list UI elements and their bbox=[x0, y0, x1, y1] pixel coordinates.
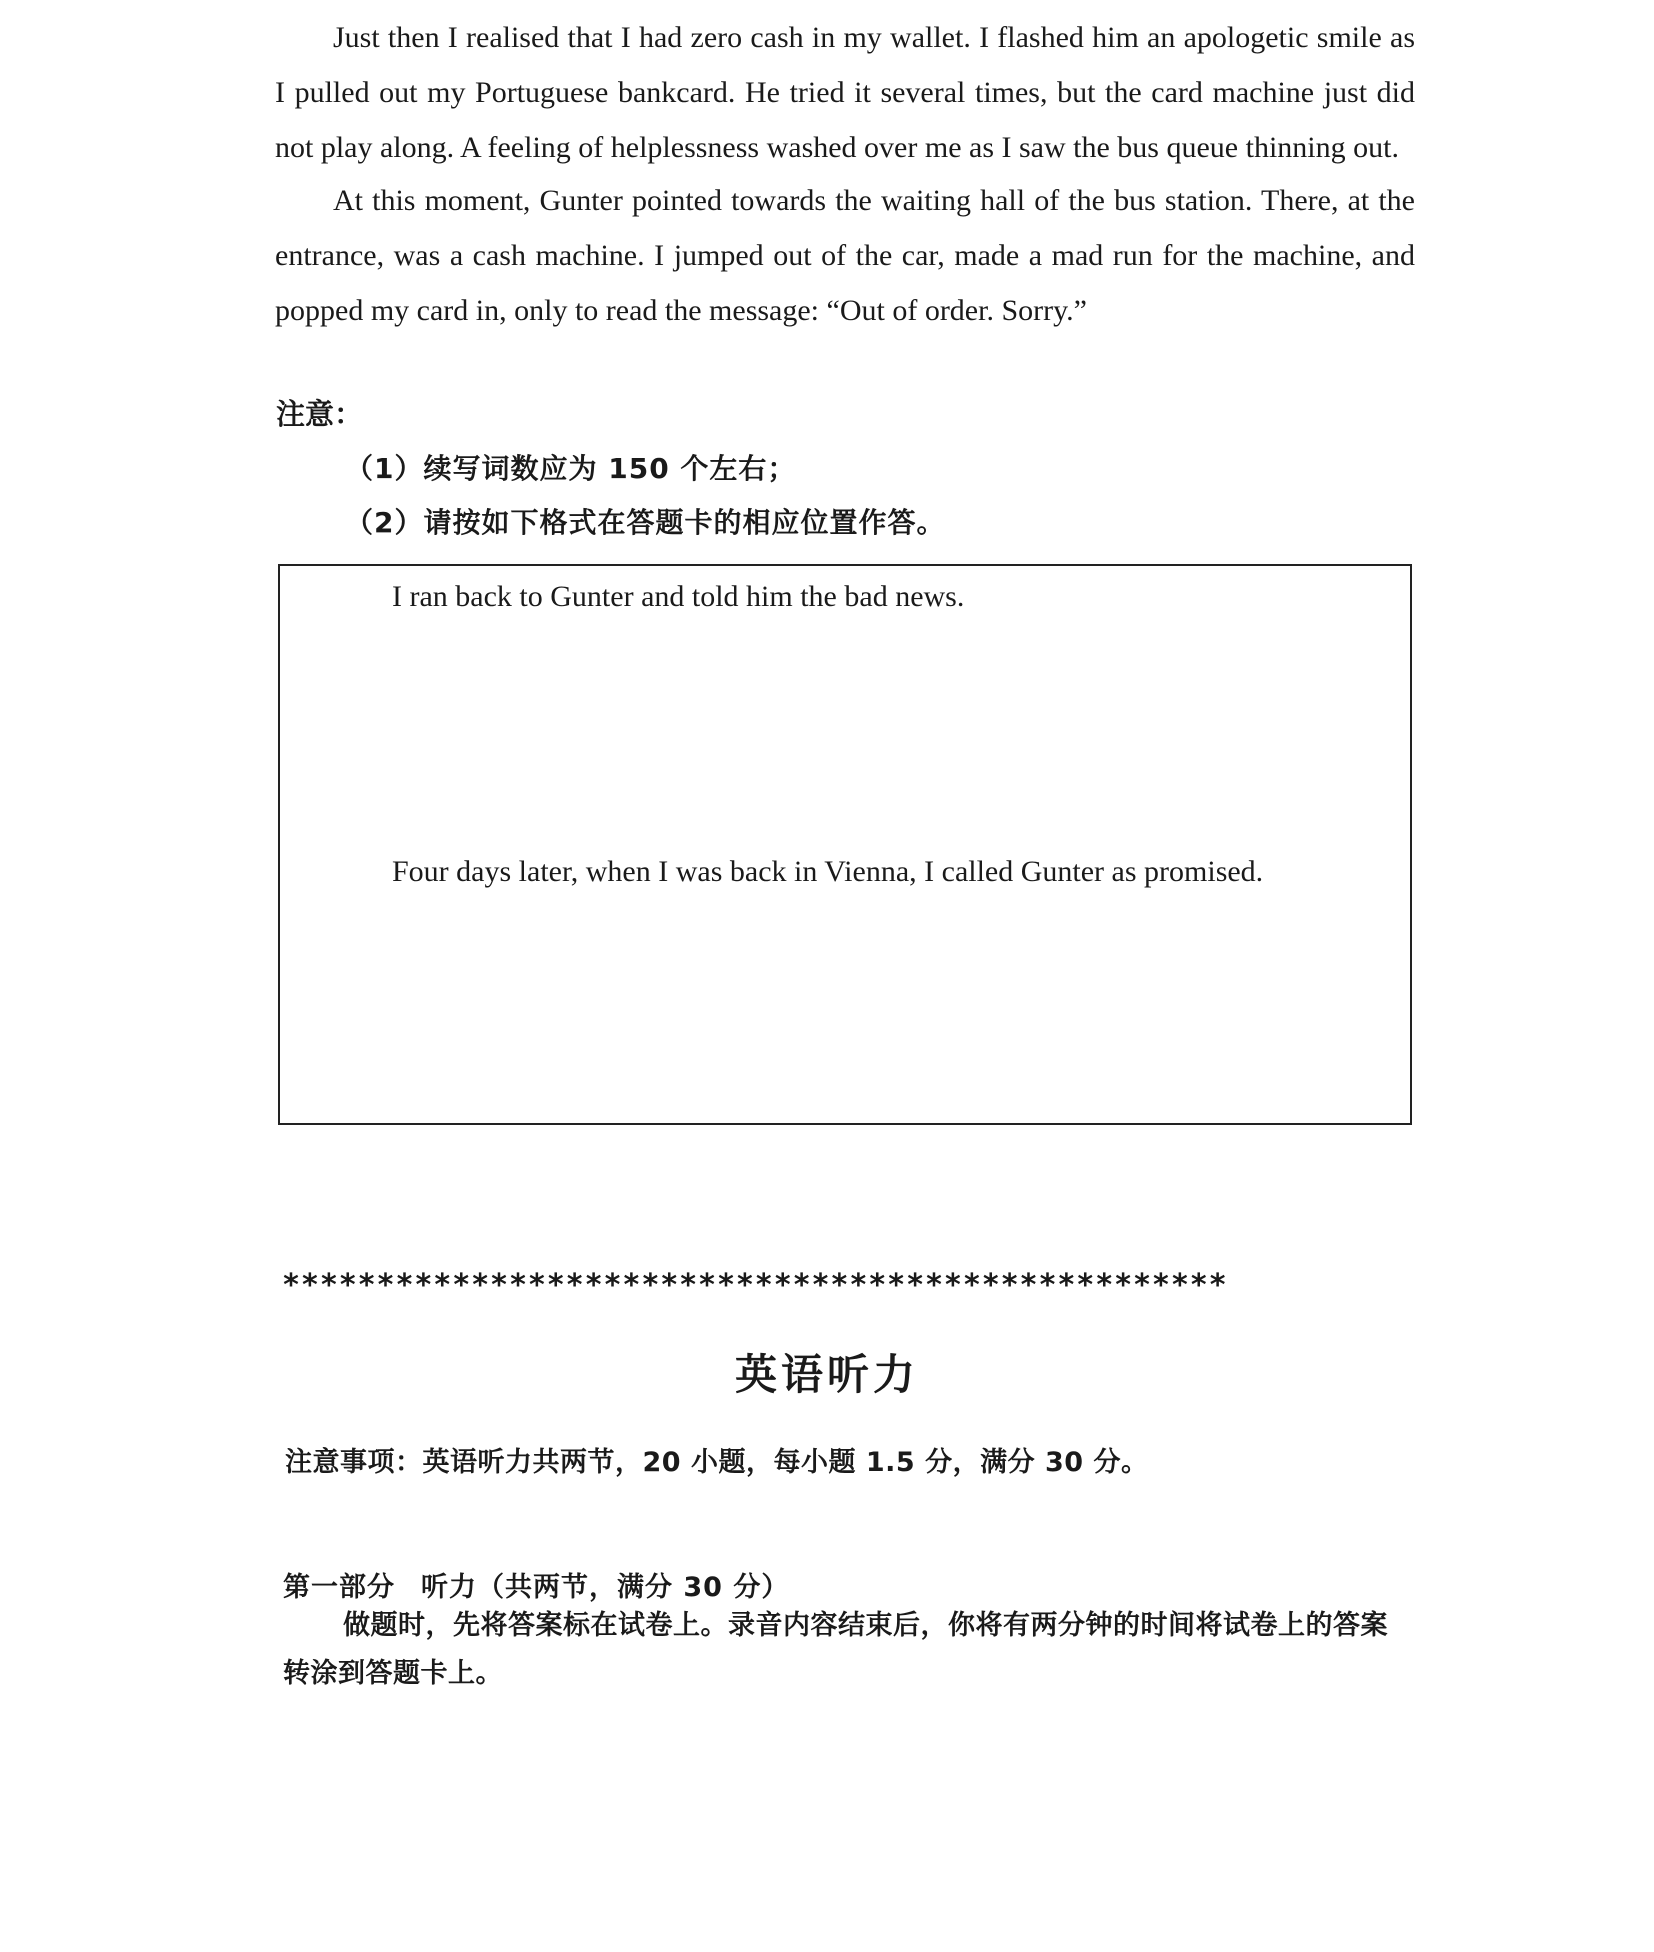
listening-instruction: 做题时，先将答案标在试卷上。录音内容结束后，你将有两分钟的时间将试卷上的答案转涂到答题卡上。 bbox=[283, 1610, 1388, 1689]
listening-section-title: 英语听力 bbox=[734, 1350, 919, 1399]
notice-item-1: （1）续写词数应为 150 个左右； bbox=[345, 452, 797, 485]
answer-opening-line: I ran back to Gunter and told him the bad news. bbox=[392, 580, 965, 613]
notice-list bbox=[345, 442, 946, 550]
listening-notice: 注意事项：英语听力共两节，20 小题，每小题 1.5 分，满分 30 分。 bbox=[285, 1447, 1149, 1478]
part-one-label: 第一部分 bbox=[283, 1572, 395, 1603]
story-paragraph-2: At this moment, Gunter pointed towards the waiting hall of the bus station. There, at the entrance, was a cash machine. I jumped out of the car, made a mad run for the machine, and popped my card in, only to read the message: “Out of order. Sorry.” bbox=[275, 184, 1415, 327]
part-one-heading bbox=[283, 1565, 789, 1604]
star-divider: ************************************************** bbox=[282, 1268, 1228, 1303]
notice-item-2: （2）请按如下格式在答题卡的相应位置作答。 bbox=[345, 506, 946, 539]
notice-heading: 注意： bbox=[276, 397, 364, 431]
answer-format-box bbox=[278, 564, 1412, 1125]
story-paragraph-1: Just then I realised that I had zero cash in my wallet. I flashed him an apologetic smile as I pulled out my Portuguese bankcard. He tried it several times, but the card machine just did not play along. A feeling of helplessness washed over me as I saw the bus queue thinning out. bbox=[275, 21, 1415, 164]
part-one-title: 听力（共两节，满分 30 分） bbox=[421, 1572, 790, 1603]
answer-second-paragraph-line: Four days later, when I was back in Vienna, I called Gunter as promised. bbox=[392, 855, 1264, 888]
